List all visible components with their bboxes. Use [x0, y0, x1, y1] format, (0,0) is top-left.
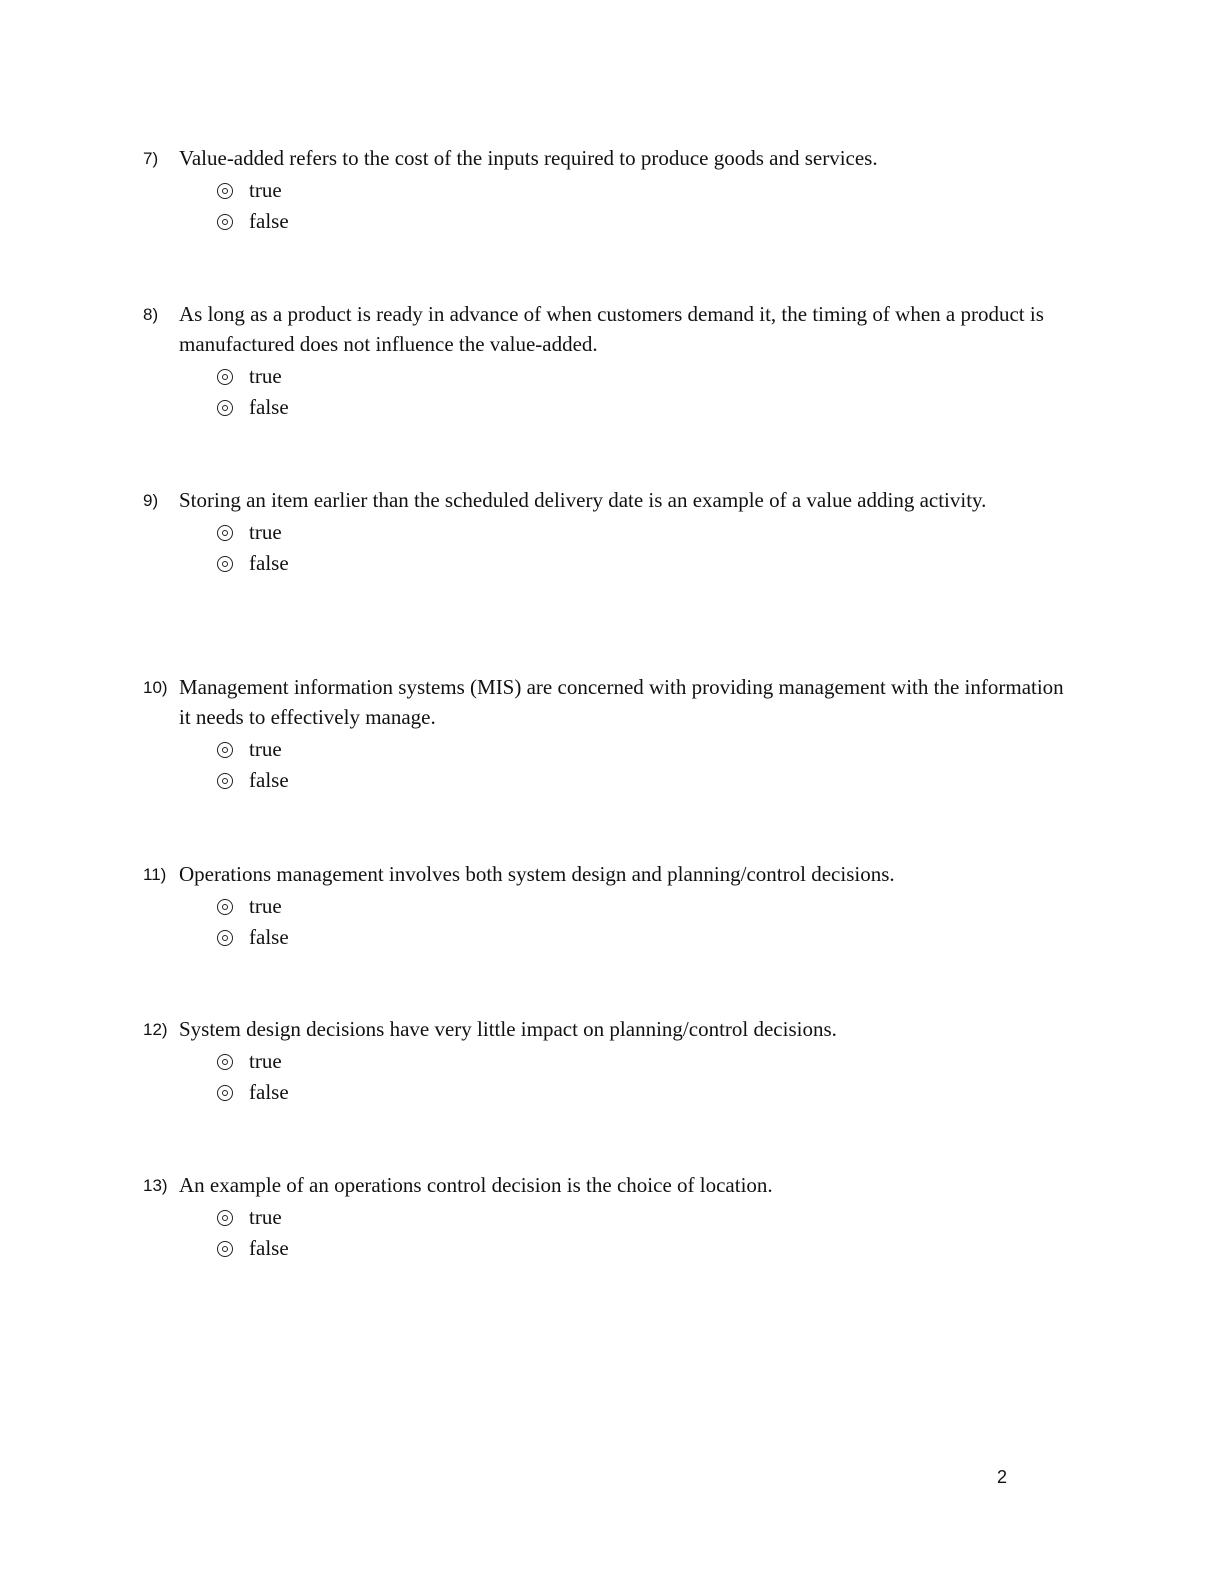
question-text: System design decisions have very little impact on planning/control decisions.: [179, 1017, 837, 1041]
question-number: 13): [143, 1176, 168, 1195]
question-number: 12): [143, 1020, 168, 1039]
question-text: Storing an item earlier than the scheduled delivery date is an example of a value adding activity.: [179, 488, 987, 512]
question-7: [143, 143, 1073, 237]
question-text: As long as a product is ready in advance of when customers demand it, the timing of when a product is manufactured does not influence the value-added.: [179, 302, 1044, 356]
option-label: true: [249, 364, 282, 388]
radio-button-icon[interactable]: [217, 400, 233, 416]
option-label: true: [249, 520, 282, 544]
question-text: Value-added refers to the cost of the inputs required to produce goods and services.: [179, 146, 878, 170]
question-number: 7): [143, 149, 159, 168]
question-10: [143, 672, 1073, 796]
radio-button-icon[interactable]: [217, 369, 233, 385]
option-label: true: [249, 1205, 282, 1229]
option-label: false: [249, 551, 289, 575]
option-true[interactable]: [217, 1046, 1073, 1077]
option-true[interactable]: [217, 1202, 1073, 1233]
radio-button-icon[interactable]: [217, 899, 233, 915]
answer-options: [217, 1202, 1073, 1264]
option-label: false: [249, 768, 289, 792]
answer-options: [217, 361, 1073, 423]
question-number: 9): [143, 491, 159, 510]
radio-button-icon[interactable]: [217, 214, 233, 230]
question-line: [143, 299, 1073, 359]
question-number: 8): [143, 305, 159, 324]
option-true[interactable]: [217, 734, 1073, 765]
option-label: false: [249, 1236, 289, 1260]
answer-options: [217, 891, 1073, 953]
option-true[interactable]: [217, 891, 1073, 922]
radio-button-icon[interactable]: [217, 183, 233, 199]
option-label: false: [249, 925, 289, 949]
option-label: false: [249, 1080, 289, 1104]
option-false[interactable]: [217, 1233, 1073, 1264]
option-label: true: [249, 178, 282, 202]
question-text: Operations management involves both system design and planning/control decisions.: [179, 862, 895, 886]
option-label: true: [249, 1049, 282, 1073]
answer-options: [217, 517, 1073, 579]
radio-button-icon[interactable]: [217, 930, 233, 946]
radio-button-icon[interactable]: [217, 773, 233, 789]
radio-button-icon[interactable]: [217, 556, 233, 572]
question-number: 10): [143, 678, 168, 697]
question-text: Management information systems (MIS) are concerned with providing management with the information it needs to effectively manage.: [179, 675, 1064, 729]
answer-options: [217, 1046, 1073, 1108]
radio-button-icon[interactable]: [217, 1085, 233, 1101]
question-text: An example of an operations control decision is the choice of location.: [179, 1173, 773, 1197]
question-12: [143, 1014, 1073, 1108]
question-number: 11): [143, 865, 167, 884]
question-line: [143, 672, 1073, 732]
option-true[interactable]: [217, 517, 1073, 548]
option-label: false: [249, 395, 289, 419]
option-false[interactable]: [217, 206, 1073, 237]
answer-options: [217, 734, 1073, 796]
question-13: [143, 1170, 1073, 1264]
page-number: 2: [997, 1467, 1008, 1487]
answer-options: [217, 175, 1073, 237]
option-false[interactable]: [217, 1077, 1073, 1108]
question-9: [143, 485, 1073, 579]
option-label: false: [249, 209, 289, 233]
radio-button-icon[interactable]: [217, 1210, 233, 1226]
option-false[interactable]: [217, 922, 1073, 953]
question-line: [143, 143, 1073, 173]
question-11: [143, 859, 1073, 953]
question-line: [143, 485, 1073, 515]
question-line: [143, 1014, 1073, 1044]
question-8: [143, 299, 1073, 423]
option-false[interactable]: [217, 765, 1073, 796]
option-true[interactable]: [217, 361, 1073, 392]
option-label: true: [249, 894, 282, 918]
option-label: true: [249, 737, 282, 761]
question-line: [143, 1170, 1073, 1200]
radio-button-icon[interactable]: [217, 1054, 233, 1070]
option-false[interactable]: [217, 548, 1073, 579]
radio-button-icon[interactable]: [217, 525, 233, 541]
option-false[interactable]: [217, 392, 1073, 423]
radio-button-icon[interactable]: [217, 742, 233, 758]
question-line: [143, 859, 1073, 889]
option-true[interactable]: [217, 175, 1073, 206]
radio-button-icon[interactable]: [217, 1241, 233, 1257]
